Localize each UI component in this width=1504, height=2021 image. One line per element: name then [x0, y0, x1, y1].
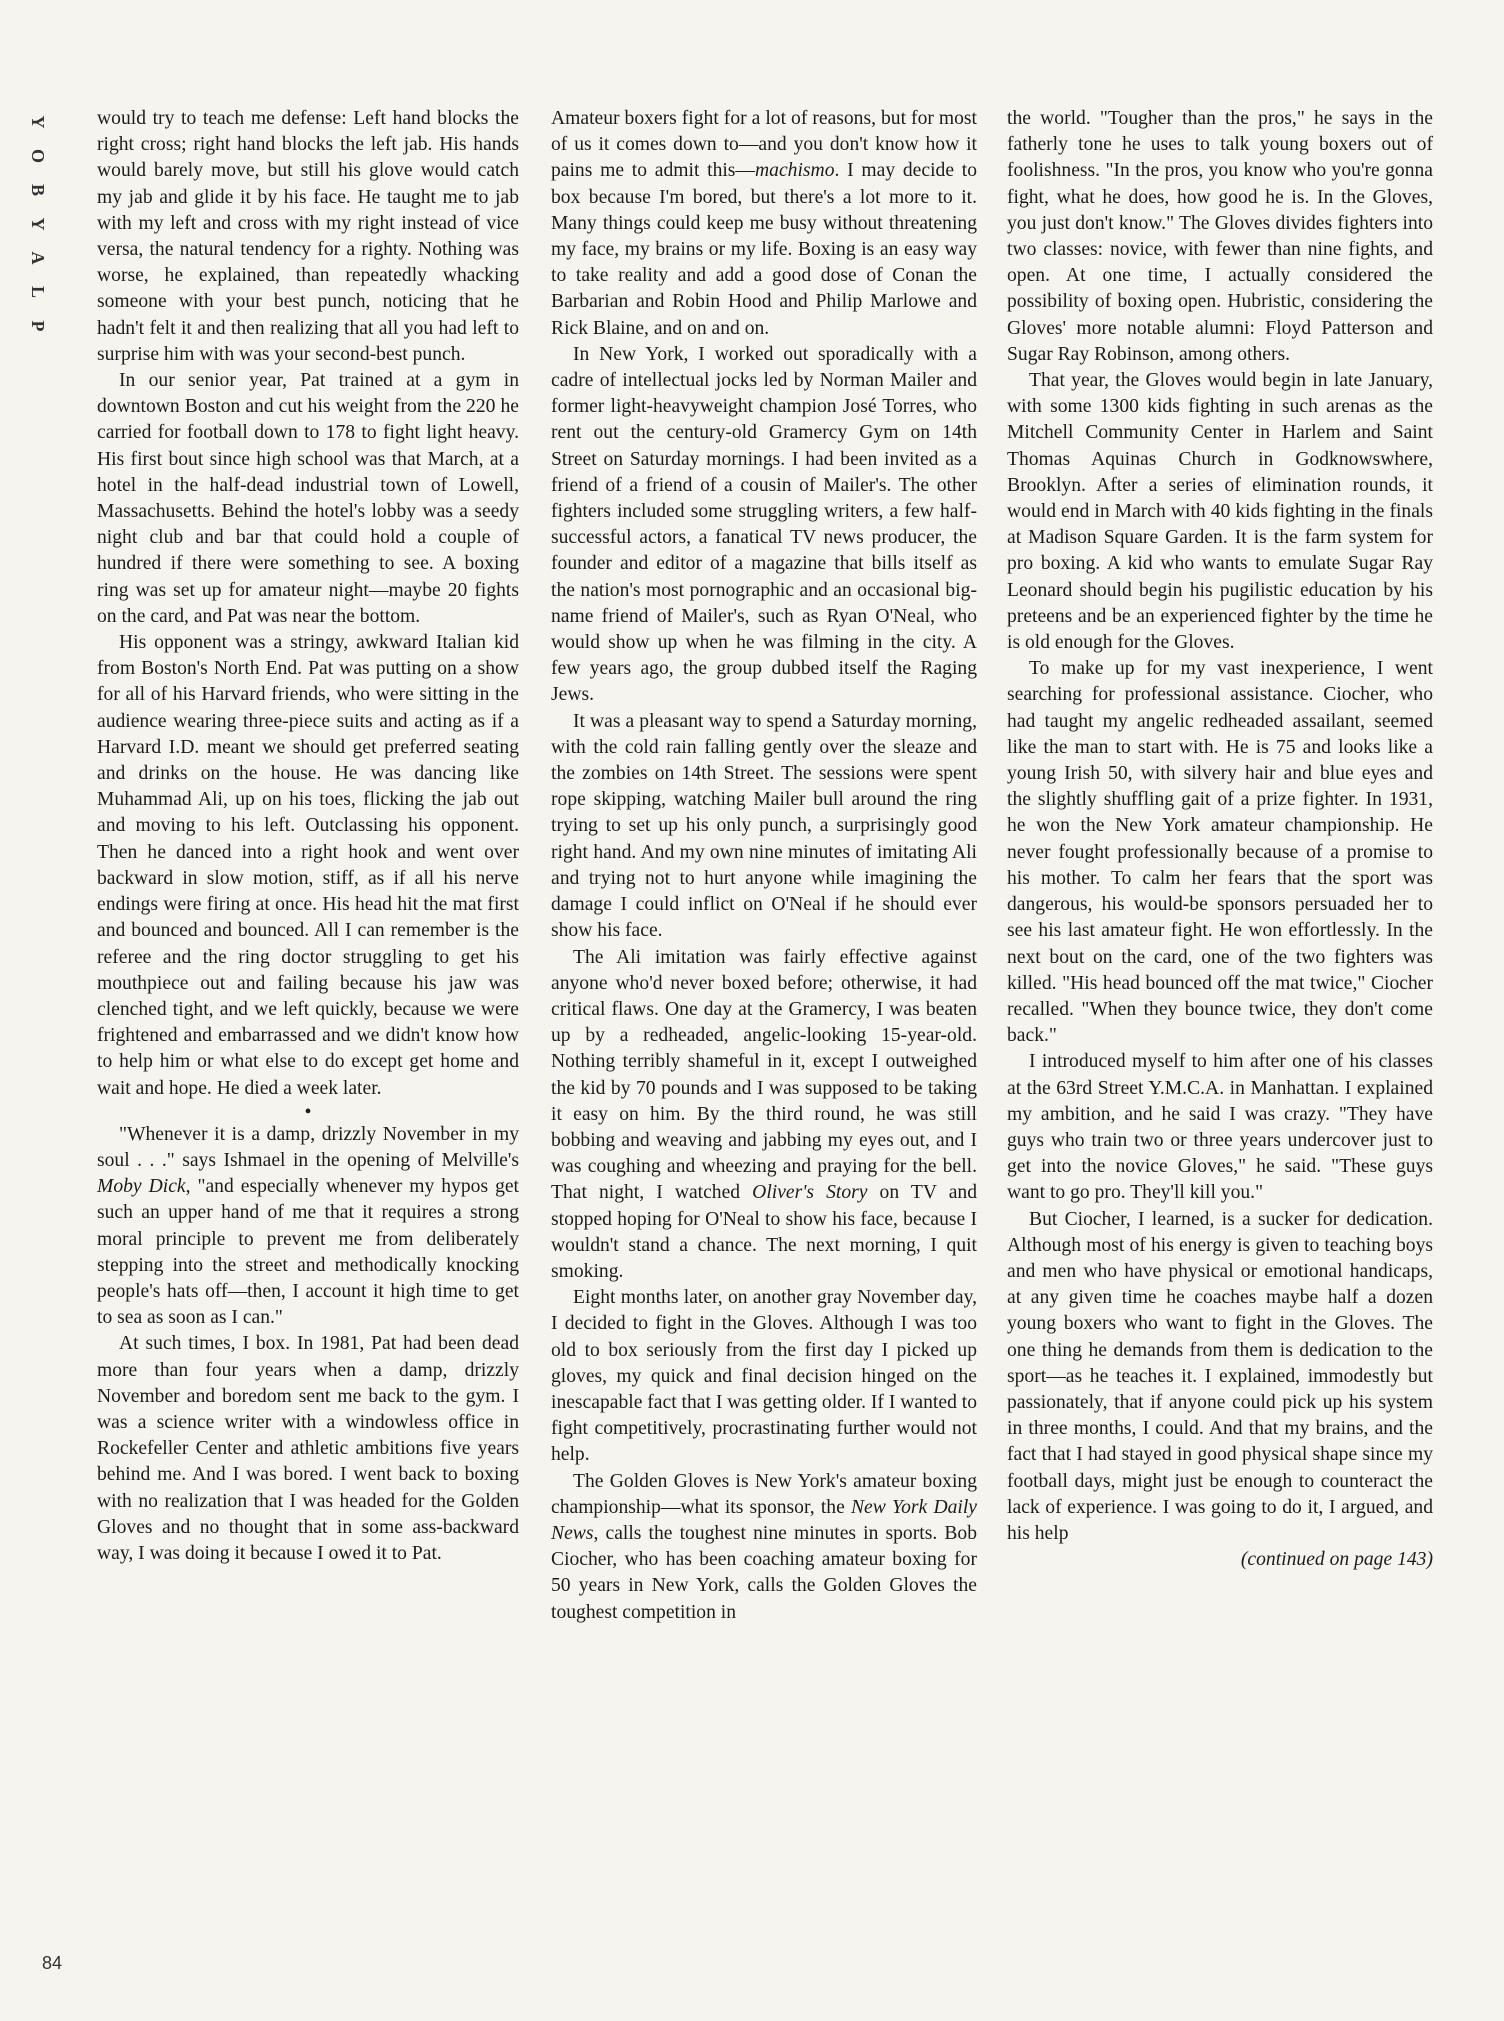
paragraph: The Golden Gloves is New York's amateur boxing championship—what its sponsor, the New York Daily News, calls the toughest nine minutes in sports. Bob Ciocher, who has been coaching amateur boxing for 50 years in New York, calls the Golden Gloves the toughest competition in — [551, 1470, 977, 1623]
paragraph: That year, the Gloves would begin in late January, with some 1300 kids fighting in such arenas as the Mitchell Community Center in Harlem and Saint Thomas Aquinas Church in Godknowswhere, Brooklyn. After a series of elimination rounds, it would end in March with 40 kids fighting in the finals at Madison Square Garden. It is the farm system for pro boxing. A kid who wants to emulate Sugar Ray Leonard should begin his pugilistic education by his preteens and be an experienced fighter by the time he is old enough for the Gloves. — [1007, 370, 1433, 654]
paragraph: In our senior year, Pat trained at a gym in downtown Boston and cut his weight from the 220 he carried for football down to 178 to fight light heavy. His first bout since high school was that March, at a hotel in the half-dead industrial town of Lowell, Massachusetts. Behind the hotel's lobby was a seedy night club and bar that could hold a couple of hundred if there were something to see. A boxing ring was set up for amateur night—maybe 20 fights on the card, and Pat was near the bottom. — [97, 370, 519, 627]
logo-letter: O — [28, 148, 48, 163]
paragraph: I introduced myself to him after one of his classes at the 63rd Street Y.M.C.A. in Manhattan. I explained my ambition, and he said I was crazy. "They have guys who train two or three years undercover just to get into the novice Gloves," he said. "These guys want to go pro. They'll kill you." — [1007, 1051, 1433, 1204]
logo-letter: L — [28, 285, 48, 298]
paragraph: His opponent was a stringy, awkward Italian kid from Boston's North End. Pat was putting on a show for all of his Harvard friends, who were sitting in the audience wearing three-piece suits and acting as if a Harvard I.D. meant we should get preferred seating and drinks on the house. He was dancing like Muhammad Ali, up on his toes, flicking the jab out and moving to his left. Outclassing his opponent. Then he danced into a right hook and went over backward in slow motion, stiff, as if all his nerve endings were firing at once. His head hit the mat first and bounced and bounced. All I can remember is the referee and the ring doctor struggling to get his mouthpiece out and failing because his jaw was clenched tight, and we left quickly, because we were frightened and embarrassed and we didn't know how to help him or what else to do except get home and wait and hope. He died a week later. — [97, 632, 519, 1099]
magazine-logo-vertical — [28, 110, 48, 338]
page-number: 84 — [42, 1953, 63, 1973]
paragraph: In New York, I worked out sporadically with a cadre of intellectual jocks led by Norman Mailer and former light-heavyweight champion José Torres, who rent out the century-old Gramercy Gym on 14th Street on Saturday mornings. I had been invited as a friend of a friend of a cousin of Mailer's. The other fighters included some struggling writers, a few half-successful actors, a fanatical TV news producer, the founder and editor of a magazine that bills itself as the nation's most pornographic and an occasional big-name friend of Mailer's, such as Ryan O'Neal, who would show up when he was filming in the city. A few years ago, the group dubbed itself the Raging Jews. — [551, 343, 977, 706]
continued-on-page: (continued on page 143) — [1240, 1549, 1433, 1571]
paragraph: The Ali imitation was fairly effective against anyone who'd never boxed before; otherwise, it had critical flaws. One day at the Gramercy, I was beaten up by a redheaded, angelic-looking 15-year-old. Nothing terribly shameful in it, except I outweighed the kid by 70 pounds and I was supposed to be taking it easy on him. By the third round, he was still bobbing and weaving and jabbing my eyes out, and I was coughing and wheezing and praying for the bell. That night, I watched Oliver's Story on TV and stopped hoping for O'Neal to show his face, because I wouldn't stand a chance. The next morning, I quit smoking. — [551, 946, 977, 1282]
logo-letter: B — [28, 183, 48, 196]
paragraph: "Whenever it is a damp, drizzly November in my soul . . ." says Ishmael in the opening of Melville's Moby Dick, "and especially whenever my hypos get such an upper hand of me that it requires a strong moral principle to prevent me from deliberately stepping into the street and methodically knocking people's hats off—then, I account it high time to get to sea as soon as I can." — [97, 1123, 520, 1329]
paragraph: To make up for my vast inexperience, I went searching for professional assistance. Ciocher, who had taught my angelic redheaded assailant, seemed like the man to start with. He is 75 and looks like a young Irish 50, with silvery hair and blue eyes and the slightly shuffling gait of a prize fighter. In 1931, he won the New York amateur championship. He never fought professionally because of a promise to his mother. To calm her fears that the sport was dangerous, his would-be sponsors persuaded her to see his last amateur fight. He won effortlessly. In the next bout on the card, one of the two fighters was killed. "His head bounced off the mat twice," Ciocher recalled. "When they bounce twice, they don't come back." — [1007, 658, 1433, 1047]
paragraph: Eight months later, on another gray November day, I decided to fight in the Gloves. Although I was too old to box seriously from the first day I picked up gloves, my quick and final decision hinged on the inescapable fact that I was getting older. If I wanted to fight competitively, procrastinating further would not help. — [551, 1287, 978, 1466]
book-title: Moby Dick — [97, 1176, 186, 1198]
newspaper-title: New York Daily News — [551, 1496, 977, 1544]
paragraph: would try to teach me defense: Left hand blocks the right cross; right hand blocks the left jab. His hands would barely move, but still his glove would catch my jab and glide it by his face. He taught me to jab with my left and cross with my right instead of vice versa, the natural tendency for a righty. Nothing was worse, he explained, than repeatedly whacking someone with your best punch, noticing that he hadn't felt it and then realizing that all you had left to surprise him with was your second-best punch. — [97, 108, 519, 365]
column-2 — [551, 106, 977, 1626]
logo-letter: Y — [28, 115, 48, 129]
emphasis-word: machismo — [755, 160, 835, 182]
paragraph: At such times, I box. In 1981, Pat had been dead more than four years when a damp, drizzly November and boredom sent me back to the gym. I was a science writer with a windowless office in Rockefeller Center and athletic ambitions five years behind me. And I was bored. I went back to boxing with no realization that I was headed for the Golden Gloves and no thought that in some ass-backward way, I was doing it because I owed it to Pat. — [97, 1333, 519, 1564]
paragraph: But Ciocher, I learned, is a sucker for dedication. Although most of his energy is given to teaching boys and men who have physical or emotional handicaps, at any given time he coaches maybe half a dozen young boxers who want to fight in the Gloves. The one thing he demands from them is dedication to the sport—as he teaches it. I explained, immodestly but passionately, that if anyone could pick up his system in three months, I could. And that my brains, and the fact that I had stayed in good physical shape since my football days, might just be enough to counteract the lack of experience. I was going to do it, I argued, and his help — [1007, 1208, 1433, 1544]
logo-letter: A — [28, 251, 48, 265]
logo-letter: P — [28, 320, 48, 332]
paragraph: Amateur boxers fight for a lot of reasons, but for most of us it comes down to—and you don't know how it pains me to admit this—machismo. I may decide to box because I'm bored, but there's a lot more to it. Many things could keep me busy without threatening my face, my brains or my life. Boxing is an easy way to take reality and add a good dose of Conan the Barbarian and Robin Hood and Philip Marlowe and Rick Blaine, and on and on. — [551, 108, 977, 339]
paragraph: It was a pleasant way to spend a Saturday morning, with the cold rain falling gently over the sleaze and the zombies on 14th Street. The sessions were spent rope skipping, watching Mailer bull around the ring trying to set up his only punch, a surprisingly good right hand. And my own nine minutes of imitating Ali and trying not to hurt anyone while imagining the damage I could inflict on O'Neal if he should ever show his face. — [551, 710, 977, 942]
logo-letter: Y — [28, 217, 48, 231]
column-3 — [1007, 106, 1433, 1573]
paragraph: the world. "Tougher than the pros," he says in the fatherly tone he uses to talk young boxers out of foolishness. "In the pros, you know who you're gonna fight, what he does, how good he is. In the Gloves, you just don't know." The Gloves divides fighters into two classes: novice, with fewer than nine fights, and open. At one time, I actually considered the possibility of boxing open. Hubristic, considering the Gloves' more notable alumni: Floyd Patterson and Sugar Ray Robinson, among others. — [1007, 108, 1433, 365]
film-title: Oliver's Story — [752, 1182, 868, 1204]
column-1 — [97, 106, 519, 1567]
section-break-bullet: • — [304, 1100, 312, 1123]
